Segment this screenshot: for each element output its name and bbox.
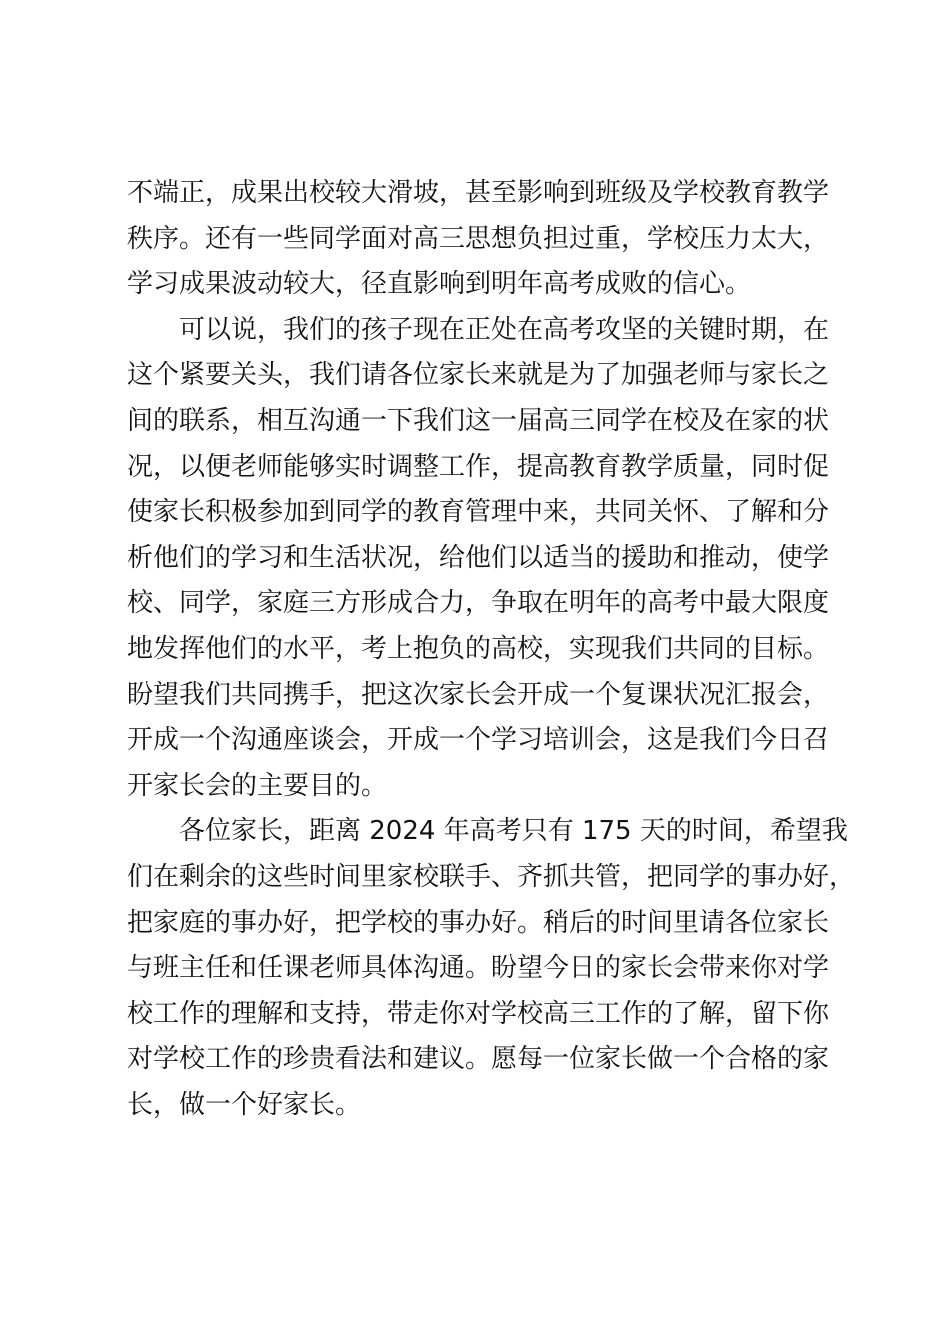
text-line: 秩序。还有一些同学面对高三思想负担过重，学校压力太大， xyxy=(127,223,830,254)
text-line: 与班主任和任课老师具体沟通。盼望今日的家长会带来你对学 xyxy=(127,953,830,984)
text-line: 开成一个沟通座谈会，开成一个学习培训会，这是我们今日召 xyxy=(127,725,830,756)
text-line: 不端正，成果出校较大滑坡，甚至影响到班级及学校教育教学 xyxy=(127,178,830,208)
text-line: 各位家长，距离 2024 年高考只有 175 天的时间，希望我 xyxy=(179,816,848,847)
text-line: 盼望我们共同携手，把这次家长会开成一个复课状况汇报会， xyxy=(127,679,830,710)
text-line: 这个紧要关头，我们请各位家长来就是为了加强老师与家长之 xyxy=(127,360,830,391)
text-line: 间的联系，相互沟通一下我们这一届高三同学在校及在家的状 xyxy=(127,405,830,436)
text-line: 校工作的理解和支持，带走你对学校高三工作的了解，留下你 xyxy=(127,998,830,1029)
text-line: 长，做一个好家长。 xyxy=(127,1089,362,1120)
text-line: 使家长积极参加到同学的教育管理中来，共同关怀、了解和分 xyxy=(127,497,830,528)
text-line: 对学校工作的珍贵看法和建议。愿每一位家长做一个合格的家 xyxy=(127,1044,830,1075)
text-line: 开家长会的主要目的。 xyxy=(127,770,388,801)
text-line: 把家庭的事办好，把学校的事办好。稍后的时间里请各位家长 xyxy=(127,907,830,938)
text-line: 学习成果波动较大，径直影响到明年高考成败的信心。 xyxy=(127,269,752,300)
text-line: 析他们的学习和生活状况，给他们以适当的援助和推动，使学 xyxy=(127,542,830,573)
text-line: 可以说，我们的孩子现在正处在高考攻坚的关键时期，在 xyxy=(179,314,830,345)
text-line: 地发挥他们的水平，考上抱负的高校，实现我们共同的目标。 xyxy=(127,633,830,664)
text-line: 况，以便老师能够实时调整工作，提高教育教学质量，同时促 xyxy=(127,451,830,482)
text-line: 校、同学，家庭三方形成合力，争取在明年的高考中最大限度 xyxy=(127,588,830,619)
text-line: 们在剩余的这些时间里家校联手、齐抓共管，把同学的事办好， xyxy=(127,861,856,892)
body-text xyxy=(127,171,856,1128)
